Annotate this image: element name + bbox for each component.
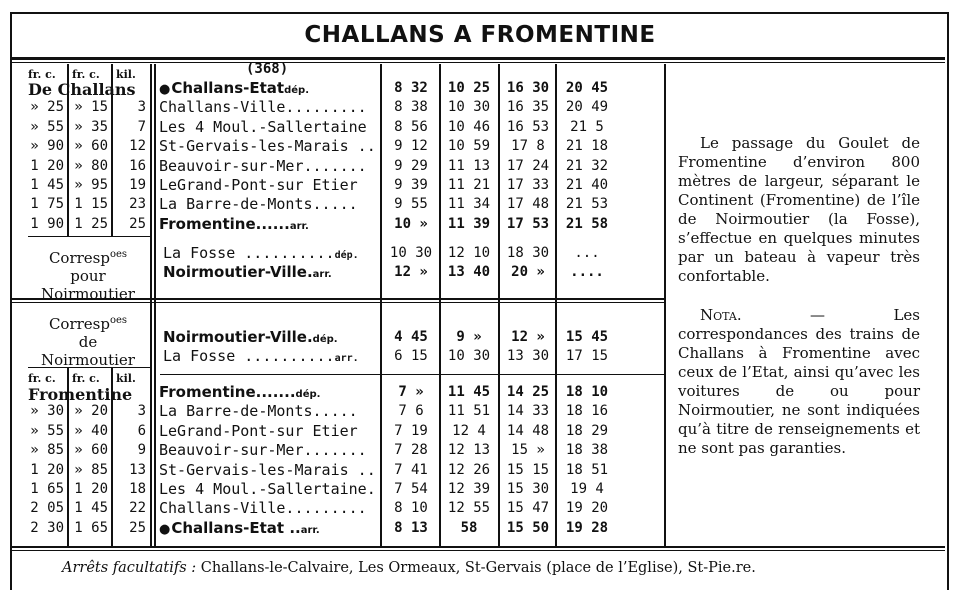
- top-time: 9 55: [394, 196, 428, 213]
- top-dist-2: 23: [129, 196, 146, 213]
- bottom-time: 7 6: [398, 403, 424, 420]
- top-time: 16 35: [506, 99, 550, 116]
- title-rule: [12, 57, 945, 60]
- note-nota-label: Nota.: [700, 306, 742, 324]
- bottom-time: 7 54: [394, 481, 428, 497]
- top-dist-0: 1 90: [30, 215, 64, 232]
- bottom-corresp-time: 13 30: [506, 348, 550, 364]
- top-time: 21 5: [570, 118, 604, 135]
- bottom-dist-1: 1 65: [74, 519, 108, 536]
- top-time: 21 40: [565, 177, 609, 193]
- top-time: 20 45: [565, 80, 609, 96]
- top-dist-0: 1 75: [30, 196, 64, 213]
- bottom-time: 15 47: [506, 500, 550, 517]
- bottom-corresp-label: [28, 312, 148, 369]
- top-corresp-time: 10 30: [389, 245, 433, 261]
- bottom-dist-0: » 55: [30, 422, 64, 439]
- top-station-name: [159, 79, 309, 100]
- top-corresp-label: [28, 246, 148, 303]
- station-label: St-Gervais-les-Marais ..: [159, 137, 376, 156]
- bottom-time: 14 33: [506, 403, 550, 420]
- bottom-dist-2: 6: [137, 422, 146, 439]
- rule-v3: [150, 64, 152, 546]
- station-label: Challans-Etat ..: [171, 518, 301, 537]
- top-dist-1: 1 15: [74, 196, 108, 213]
- bottom-time: 15 50: [506, 519, 550, 536]
- top-time: 21 18: [565, 138, 609, 155]
- top-time: 16 30: [506, 80, 550, 96]
- top-dist-2: 19: [129, 177, 146, 193]
- top-dist-2: 7: [137, 118, 146, 135]
- bottom-corresp-sup: oes: [109, 315, 128, 326]
- top-time: 17 33: [506, 177, 550, 193]
- bottom-dist-1: » 85: [74, 461, 108, 478]
- corresp-suffix: arr.: [312, 269, 332, 280]
- top-corresp-time: 18 30: [506, 245, 550, 261]
- top-col-header-2: fr. c.: [72, 68, 100, 81]
- top-station-name: [159, 118, 367, 136]
- top-time: 10 46: [447, 118, 491, 135]
- corresp-label: Noirmoutier-Ville.: [163, 263, 313, 281]
- station-label: La Barre-de-Monts.....: [159, 402, 358, 421]
- top-time: 10 59: [447, 138, 491, 155]
- top-time: 9 39: [394, 177, 428, 193]
- station-label: LeGrand-Pont-sur Etier: [159, 176, 358, 194]
- bottom-dist-1: » 60: [74, 442, 108, 459]
- note-nota-body: — Les correspondances des trains de Challans à Fromentine avec ceux de l’Etat, ainsi qu’avec les voitures de ou pour Noirmoutier, ne sont indiquées qu’à titre de renseignements et ne sont pas garanties.: [678, 306, 920, 457]
- top-dist-2: 3: [137, 99, 146, 116]
- top-dist-1: » 35: [74, 118, 108, 135]
- bottom-dist-1: » 20: [74, 403, 108, 420]
- top-corresp-pour: pour: [70, 267, 106, 285]
- top-time: 21 58: [565, 215, 609, 232]
- bottom-station-name: [159, 480, 376, 498]
- station-label: La Barre-de-Monts.....: [159, 195, 358, 214]
- bottom-station-name: [159, 499, 367, 517]
- bottom-time: 14 25: [506, 384, 550, 400]
- top-time: 21 53: [565, 196, 609, 213]
- top-time: 8 56: [394, 118, 428, 135]
- bottom-time: 15 15: [506, 461, 550, 478]
- rule-v7: [555, 64, 557, 546]
- station-label: Les 4 Moul.-Sallertaine: [159, 117, 367, 136]
- top-dist-1: 1 25: [74, 215, 108, 232]
- bottom-corresp-time: 9 »: [456, 329, 482, 345]
- rule-v4: [380, 64, 382, 546]
- top-time: 8 38: [394, 99, 428, 116]
- top-station-name: [159, 215, 309, 236]
- bottom-corresp-time: 6 15: [394, 348, 428, 364]
- bottom-time: 12 55: [447, 500, 491, 517]
- bottom-dist-0: » 85: [30, 442, 64, 459]
- bottom-dist-2: 3: [137, 403, 146, 420]
- station-suffix: arr.: [300, 524, 320, 536]
- footer-label: Arrêts facultatifs :: [62, 560, 197, 576]
- corresp-suffix: dép.: [312, 334, 338, 345]
- station-label: LeGrand-Pont-sur Etier: [159, 421, 358, 440]
- corresp-label: La Fosse ..........: [163, 347, 335, 365]
- ref-number: (368): [246, 61, 289, 77]
- station-suffix: dép.: [284, 85, 310, 96]
- station-label: Fromentine.......: [159, 383, 296, 401]
- bottom-dist-0: 1 20: [30, 461, 64, 478]
- bottom-dist-2: 22: [129, 500, 146, 517]
- station-label: Les 4 Moul.-Sallertaine.: [159, 480, 376, 498]
- bottom-dist-0: 1 65: [30, 481, 64, 497]
- bottom-time: 12 4: [452, 422, 486, 439]
- top-dist-0: » 90: [30, 138, 64, 155]
- bottom-dist-2: 13: [129, 461, 146, 478]
- bottom-time: 7 »: [398, 384, 424, 400]
- top-time: 11 21: [447, 177, 491, 193]
- top-dist-0: 1 20: [30, 157, 64, 174]
- top-dist-1: » 80: [74, 157, 108, 174]
- note-nota: [678, 306, 920, 458]
- page-title: CHALLANS A FROMENTINE: [304, 22, 656, 48]
- bottom-time: 7 19: [394, 422, 428, 439]
- top-dist-2: 25: [129, 215, 146, 232]
- top-station-name: [159, 195, 358, 213]
- rule-v6: [498, 64, 500, 546]
- bottom-time: 19 20: [565, 500, 609, 517]
- top-time: 11 34: [447, 196, 491, 213]
- bottom-station-name: [159, 519, 320, 540]
- top-corresp-time: 13 40: [447, 264, 491, 280]
- bottom-dist-1: 1 45: [74, 500, 108, 517]
- bottom-dist-2: 9: [137, 442, 146, 459]
- top-time: 9 29: [394, 157, 428, 174]
- bottom-station-name: [159, 383, 320, 404]
- bottom-col-header-3: kil.: [116, 372, 136, 385]
- bottom-station-name: [159, 461, 376, 479]
- bottom-time: 19 28: [565, 519, 609, 536]
- top-time: 20 49: [565, 99, 609, 116]
- top-col-header-1: fr. c.: [28, 68, 56, 81]
- top-time: 11 39: [447, 215, 491, 232]
- footer-rule: [12, 546, 945, 548]
- note-main: [678, 134, 920, 286]
- bottom-time: 18 51: [565, 461, 609, 478]
- bottom-corresp-origin: Noirmoutier: [41, 351, 135, 369]
- bottom-time: 18 29: [565, 422, 609, 439]
- bottom-time: 8 13: [394, 519, 428, 536]
- note-main-text: Le passage du Goulet de Fromentine d’environ 800 mètres de largeur, séparant le Continent (Fromentine) de l’île de Noirmoutier (la Fosse), s’effectue en quelques minutes par un bateau à vapeur très confortable.: [678, 134, 920, 285]
- bottom-corresp-de: de: [78, 333, 98, 351]
- station-suffix: dép.: [295, 389, 321, 400]
- top-time: 11 13: [447, 157, 491, 174]
- top-time: 17 53: [506, 215, 550, 232]
- top-time: 21 32: [565, 157, 609, 174]
- top-corresp-time: 12 10: [447, 245, 491, 261]
- bottom-time: 12 13: [447, 442, 491, 459]
- top-station-name: [159, 98, 367, 116]
- bottom-dist-0: 2 30: [30, 519, 64, 536]
- top-corresp-time: 20 »: [511, 264, 545, 280]
- bottom-dist-1: 1 20: [74, 481, 108, 497]
- top-from-label: De Challans: [28, 80, 136, 99]
- bottom-time: 8 10: [394, 500, 428, 517]
- station-label: Challans-Ville.........: [159, 98, 367, 117]
- top-dist-1: » 15: [74, 99, 108, 116]
- top-station-name: [159, 176, 358, 194]
- bottom-dist-0: » 30: [30, 403, 64, 420]
- corresp-suffix: arr.: [334, 353, 359, 364]
- top-time: 10 30: [447, 99, 491, 116]
- bottom-corresp-time: 17 15: [565, 348, 609, 364]
- top-dist-1: » 60: [74, 138, 108, 155]
- station-label: St-Gervais-les-Marais ..: [159, 460, 376, 479]
- top-corresp-dest: Noirmoutier: [41, 285, 135, 303]
- top-corresp-word: Corresp: [48, 249, 110, 267]
- top-time: 10 25: [447, 80, 491, 96]
- rule-v8: [664, 64, 666, 546]
- bottom-dist-1: » 40: [74, 422, 108, 439]
- top-col-header-3: kil.: [116, 68, 136, 81]
- bottom-time: 11 51: [447, 403, 491, 420]
- top-station-name: [159, 157, 367, 175]
- bottom-corresp-time: 15 45: [565, 329, 609, 345]
- top-time: 17 48: [506, 196, 550, 213]
- top-time: 17 8: [511, 138, 545, 155]
- bottom-time: 19 4: [570, 481, 604, 497]
- bottom-time: 18 16: [565, 403, 609, 420]
- top-time: 16 53: [506, 118, 550, 135]
- corresp-label: La Fosse ..........: [163, 244, 335, 262]
- bottom-time: 18 10: [565, 384, 609, 400]
- bottom-time: 12 39: [447, 481, 491, 497]
- bottom-station-name: [159, 441, 367, 459]
- bottom-corresp-time: 4 45: [394, 329, 428, 345]
- top-corresp-name: [163, 244, 359, 265]
- bottom-dist-2: 18: [129, 481, 146, 497]
- top-dist-0: » 55: [30, 118, 64, 135]
- bottom-time: 58: [460, 519, 478, 536]
- top-corresp-time: ...: [574, 245, 600, 261]
- bottom-time: 12 26: [447, 461, 491, 478]
- bottom-corresp-name: [163, 347, 359, 368]
- bottom-corresp-time: 12 »: [511, 329, 545, 345]
- station-label: Challans-Etat: [171, 79, 285, 97]
- station-label: Fromentine......: [159, 214, 290, 233]
- top-dist-2: 16: [129, 157, 146, 174]
- bottom-time: 14 48: [506, 422, 550, 439]
- corresp-suffix: dép.: [334, 250, 359, 261]
- top-dist-0: » 25: [30, 99, 64, 116]
- bottom-station-name: [159, 402, 358, 420]
- bottom-time: 7 41: [394, 461, 428, 478]
- footer-stops: [62, 560, 756, 576]
- top-dist-0: 1 45: [30, 177, 64, 193]
- top-corresp-time: ....: [570, 264, 604, 280]
- top-time: 17 24: [506, 157, 550, 174]
- bottom-time: 15 30: [506, 481, 550, 497]
- bottom-time: 18 38: [565, 442, 609, 459]
- bottom-station-name: [159, 422, 358, 440]
- rule-v5: [439, 64, 441, 546]
- top-dist-2: 12: [129, 138, 146, 155]
- station-label: Beauvoir-sur-Mer.......: [159, 441, 367, 460]
- bottom-time: 11 45: [447, 384, 491, 400]
- bottom-col-header-2: fr. c.: [72, 372, 100, 385]
- bottom-dist-0: 2 05: [30, 500, 64, 517]
- footer-text: Challans-le-Calvaire, Les Ormeaux, St-Gervais (place de l’Eglise), St-Pie.re.: [196, 560, 756, 576]
- station-label: Beauvoir-sur-Mer.......: [159, 156, 367, 175]
- footer-rule-thin: [12, 550, 945, 551]
- bottom-dist-2: 25: [129, 519, 146, 536]
- bottom-corresp-name: [163, 328, 338, 349]
- top-station-name: [159, 137, 376, 155]
- top-corresp-time: 12 »: [394, 264, 428, 280]
- bottom-from-label: Fromentine: [28, 385, 133, 404]
- top-time: 8 32: [394, 80, 428, 96]
- top-corresp-sup: oes: [109, 249, 128, 260]
- top-time: 9 12: [394, 138, 428, 155]
- bottom-corresp-time: 10 30: [447, 348, 491, 364]
- top-corresp-rule: [28, 236, 150, 237]
- corresp-label: Noirmoutier-Ville.: [163, 328, 313, 346]
- note-nota-text: [678, 306, 920, 458]
- bottom-corresp-word: Corresp: [48, 315, 110, 333]
- top-time: 10 »: [394, 215, 428, 232]
- bottom-col-header-1: fr. c.: [28, 372, 56, 385]
- bottom-time: 7 28: [394, 442, 428, 459]
- bottom-time: 15 »: [511, 442, 545, 459]
- rule-v3b: [154, 64, 156, 546]
- bottom-corresp-rule: [160, 374, 664, 375]
- station-label: Challans-Ville.........: [159, 499, 367, 518]
- station-suffix: arr.: [289, 220, 309, 232]
- top-dist-1: » 95: [74, 177, 108, 193]
- title-rule-thin: [12, 62, 945, 63]
- top-corresp-name: [163, 263, 332, 284]
